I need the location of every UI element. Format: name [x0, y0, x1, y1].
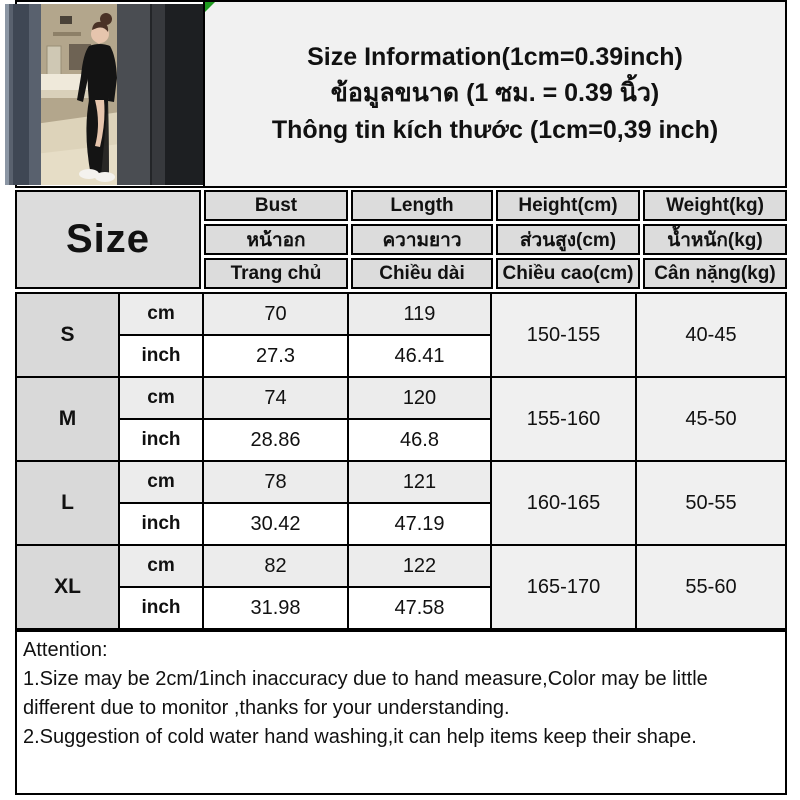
m-height: 155-160	[492, 378, 635, 460]
col-height-en: Height(cm)	[496, 190, 640, 221]
unit-cm-label: cm	[120, 378, 202, 418]
l-length-cm: 121	[349, 462, 490, 502]
table-body	[15, 292, 787, 630]
col-bust-en: Bust	[204, 190, 348, 221]
s-length-inch: 46.41	[349, 336, 490, 376]
m-length-cm: 120	[349, 378, 490, 418]
unit-cm-label: cm	[120, 462, 202, 502]
attention-note	[15, 630, 787, 795]
l-height: 160-165	[492, 462, 635, 544]
unit-inch-label: inch	[120, 588, 202, 628]
unit-cm-label: cm	[120, 546, 202, 586]
col-bust-th: หน้าอก	[204, 224, 348, 255]
col-height-th: ส่วนสูง(cm)	[496, 224, 640, 255]
xl-height: 165-170	[492, 546, 635, 628]
attention-heading: Attention:	[23, 639, 108, 661]
title-cell	[203, 2, 785, 186]
col-weight-vi: Cân nặng(kg)	[643, 258, 787, 289]
attention-line-2: 2.Suggestion of cold water hand washing,it can help items keep their shape.	[23, 726, 697, 748]
m-length-inch: 46.8	[349, 420, 490, 460]
title-english: Size Information(1cm=0.39inch)	[307, 42, 683, 71]
l-bust-inch: 30.42	[204, 504, 347, 544]
attention-line-1: 1.Size may be 2cm/1inch inaccuracy due to hand measure,Color may be little different due to monitor ,thanks for your understanding.	[23, 668, 708, 719]
size-s-cell: S	[17, 294, 118, 376]
l-bust-cm: 78	[204, 462, 347, 502]
title-thai: ข้อมูลขนาด (1 ซม. = 0.39 นิ้ว)	[330, 79, 660, 108]
unit-inch-label: inch	[120, 336, 202, 376]
col-weight-th: น้ำหนัก(kg)	[643, 224, 787, 255]
xl-bust-inch: 31.98	[204, 588, 347, 628]
col-length-en: Length	[351, 190, 493, 221]
title-vietnamese: Thông tin kích thước (1cm=0,39 inch)	[271, 115, 719, 144]
size-header-cell: Size	[15, 190, 201, 289]
size-m-cell: M	[17, 378, 118, 460]
unit-inch-label: inch	[120, 420, 202, 460]
xl-bust-cm: 82	[204, 546, 347, 586]
s-bust-inch: 27.3	[204, 336, 347, 376]
m-bust-inch: 28.86	[204, 420, 347, 460]
top-row	[15, 0, 787, 188]
size-xl-cell: XL	[17, 546, 118, 628]
product-photo	[5, 4, 203, 185]
col-length-th: ความยาว	[351, 224, 493, 255]
xl-weight: 55-60	[637, 546, 785, 628]
s-bust-cm: 70	[204, 294, 347, 334]
xl-length-cm: 122	[349, 546, 490, 586]
col-bust-vi: Trang chủ	[204, 258, 348, 289]
s-length-cm: 119	[349, 294, 490, 334]
unit-cm-label: cm	[120, 294, 202, 334]
col-weight-en: Weight(kg)	[643, 190, 787, 221]
size-l-cell: L	[17, 462, 118, 544]
l-length-inch: 47.19	[349, 504, 490, 544]
l-weight: 50-55	[637, 462, 785, 544]
s-weight: 40-45	[637, 294, 785, 376]
s-height: 150-155	[492, 294, 635, 376]
cell-comment-flag-icon	[205, 2, 215, 12]
m-bust-cm: 74	[204, 378, 347, 418]
product-photo-cell	[17, 2, 203, 186]
table-header	[15, 190, 787, 289]
unit-inch-label: inch	[120, 504, 202, 544]
col-length-vi: Chiều dài	[351, 258, 493, 289]
m-weight: 45-50	[637, 378, 785, 460]
xl-length-inch: 47.58	[349, 588, 490, 628]
col-height-vi: Chiều cao(cm)	[496, 258, 640, 289]
